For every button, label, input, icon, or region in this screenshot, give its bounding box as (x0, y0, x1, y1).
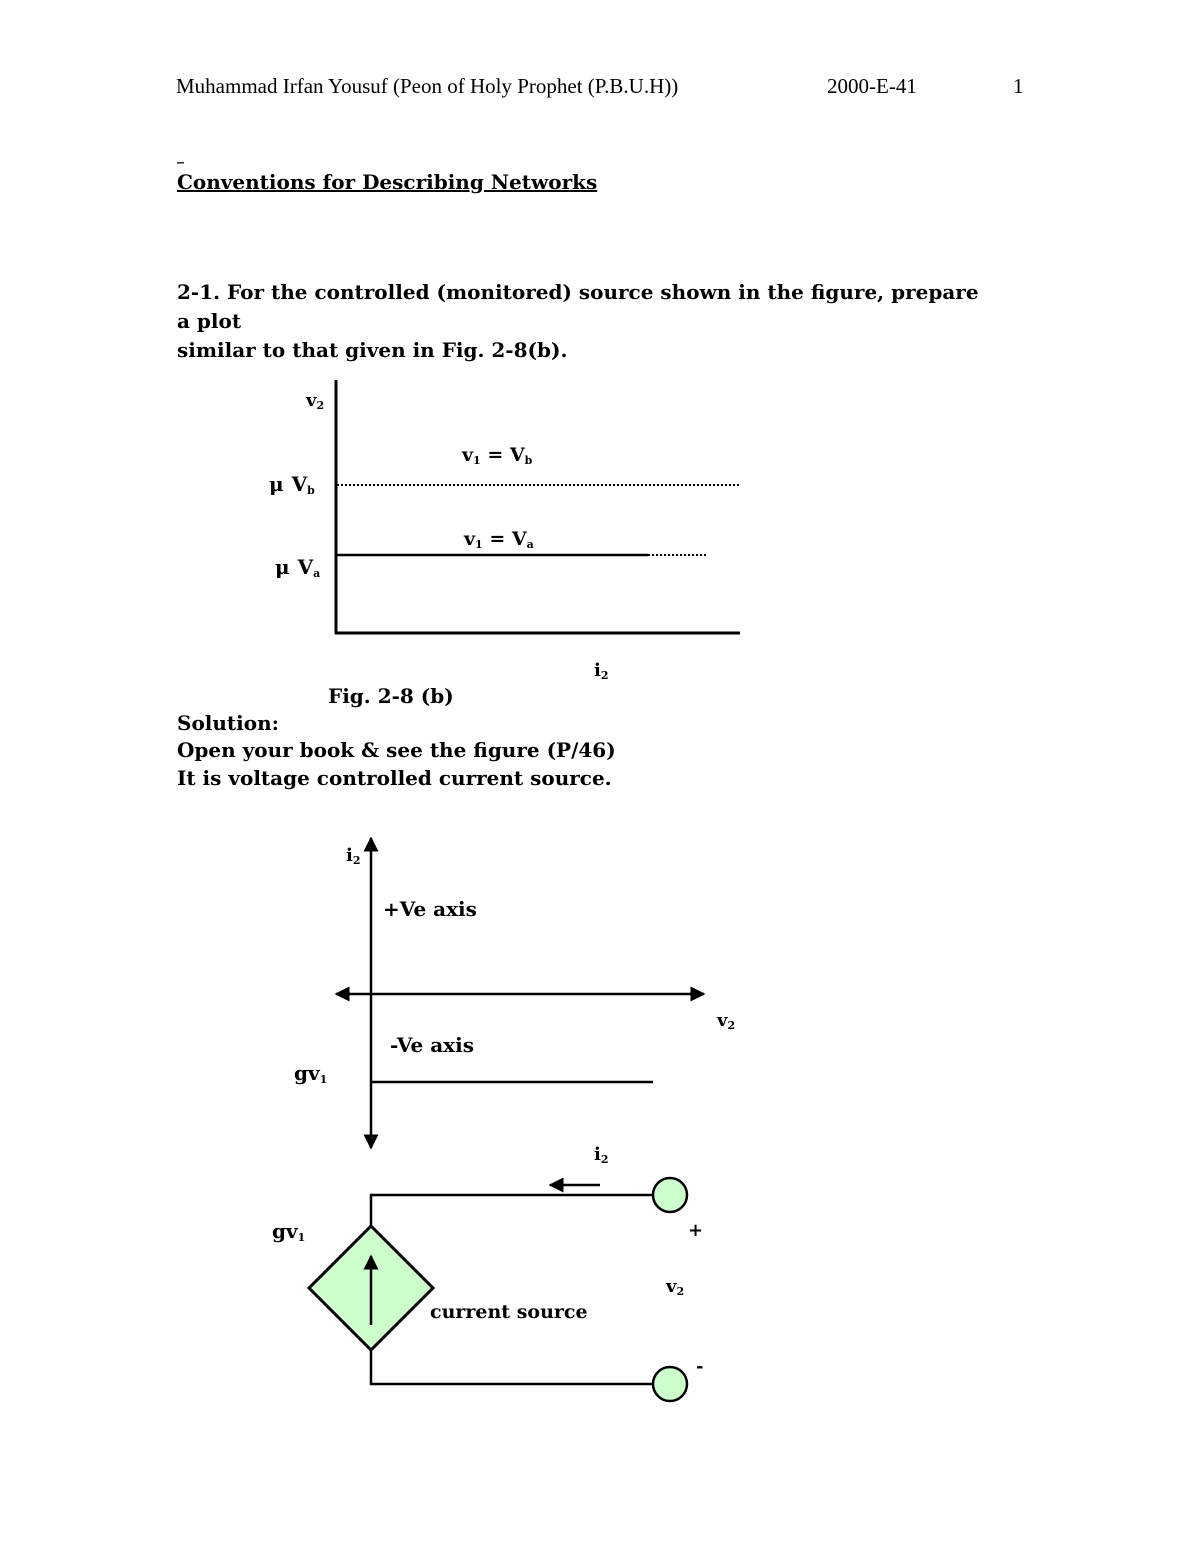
figure2-i2-label: i2 (346, 845, 361, 867)
figure1-line-vb-label: v1 = Vb (462, 444, 533, 467)
solution-line-1: Open your book & see the figure (P/46) (177, 738, 616, 762)
header-roll-number: 2000-E-41 (827, 74, 917, 98)
figure1-x-axis-label: i2 (594, 660, 609, 682)
figure1-line-va-label: v1 = Va (464, 528, 534, 551)
figure2-positive-axis-label: +Ve axis (383, 897, 477, 921)
figure2-v2-label: v2 (717, 1010, 736, 1032)
solution-line-2: It is voltage controlled current source. (177, 766, 612, 790)
header-author: Muhammad Irfan Yousuf (Peon of Holy Prophet (P.B.U.H)) (176, 74, 679, 98)
figure1-y-axis-label: v2 (306, 390, 325, 412)
solution-heading: Solution: (177, 711, 280, 735)
problem-line-1: 2-1. For the controlled (monitored) source shown in the figure, prepare a plot (177, 280, 979, 333)
circuit-diagram (272, 1144, 703, 1401)
top-terminal (653, 1178, 687, 1212)
bottom-terminal (653, 1367, 687, 1401)
small-mark: _ (177, 148, 184, 164)
circuit-source-value: gv1 (272, 1219, 306, 1244)
figure2-negative-axis-label: -Ve axis (390, 1033, 474, 1057)
circuit-plus-sign: + (688, 1220, 704, 1241)
problem-line-2: similar to that given in Fig. 2-8(b). (177, 338, 568, 362)
figure-caption: Fig. 2-8 (b) (328, 684, 454, 708)
header-page-number: 1 (1013, 74, 1024, 98)
circuit-minus-sign: - (696, 1356, 704, 1377)
circuit-top-wire (371, 1195, 653, 1228)
circuit-bottom-wire (371, 1350, 653, 1384)
section-title: Conventions for Describing Networks (177, 170, 598, 194)
figure1-plot (269, 380, 740, 682)
figure1-mu-vb-label: μ Vb (269, 472, 315, 497)
circuit-voltage-label: v2 (666, 1276, 685, 1298)
circuit-current-label: i2 (594, 1144, 609, 1166)
figure2-gv1-label: gv1 (294, 1061, 328, 1086)
figure1-mu-va-label: μ Va (275, 555, 321, 580)
figure2-plot (294, 838, 735, 1148)
circuit-source-label: current source (430, 1301, 588, 1323)
